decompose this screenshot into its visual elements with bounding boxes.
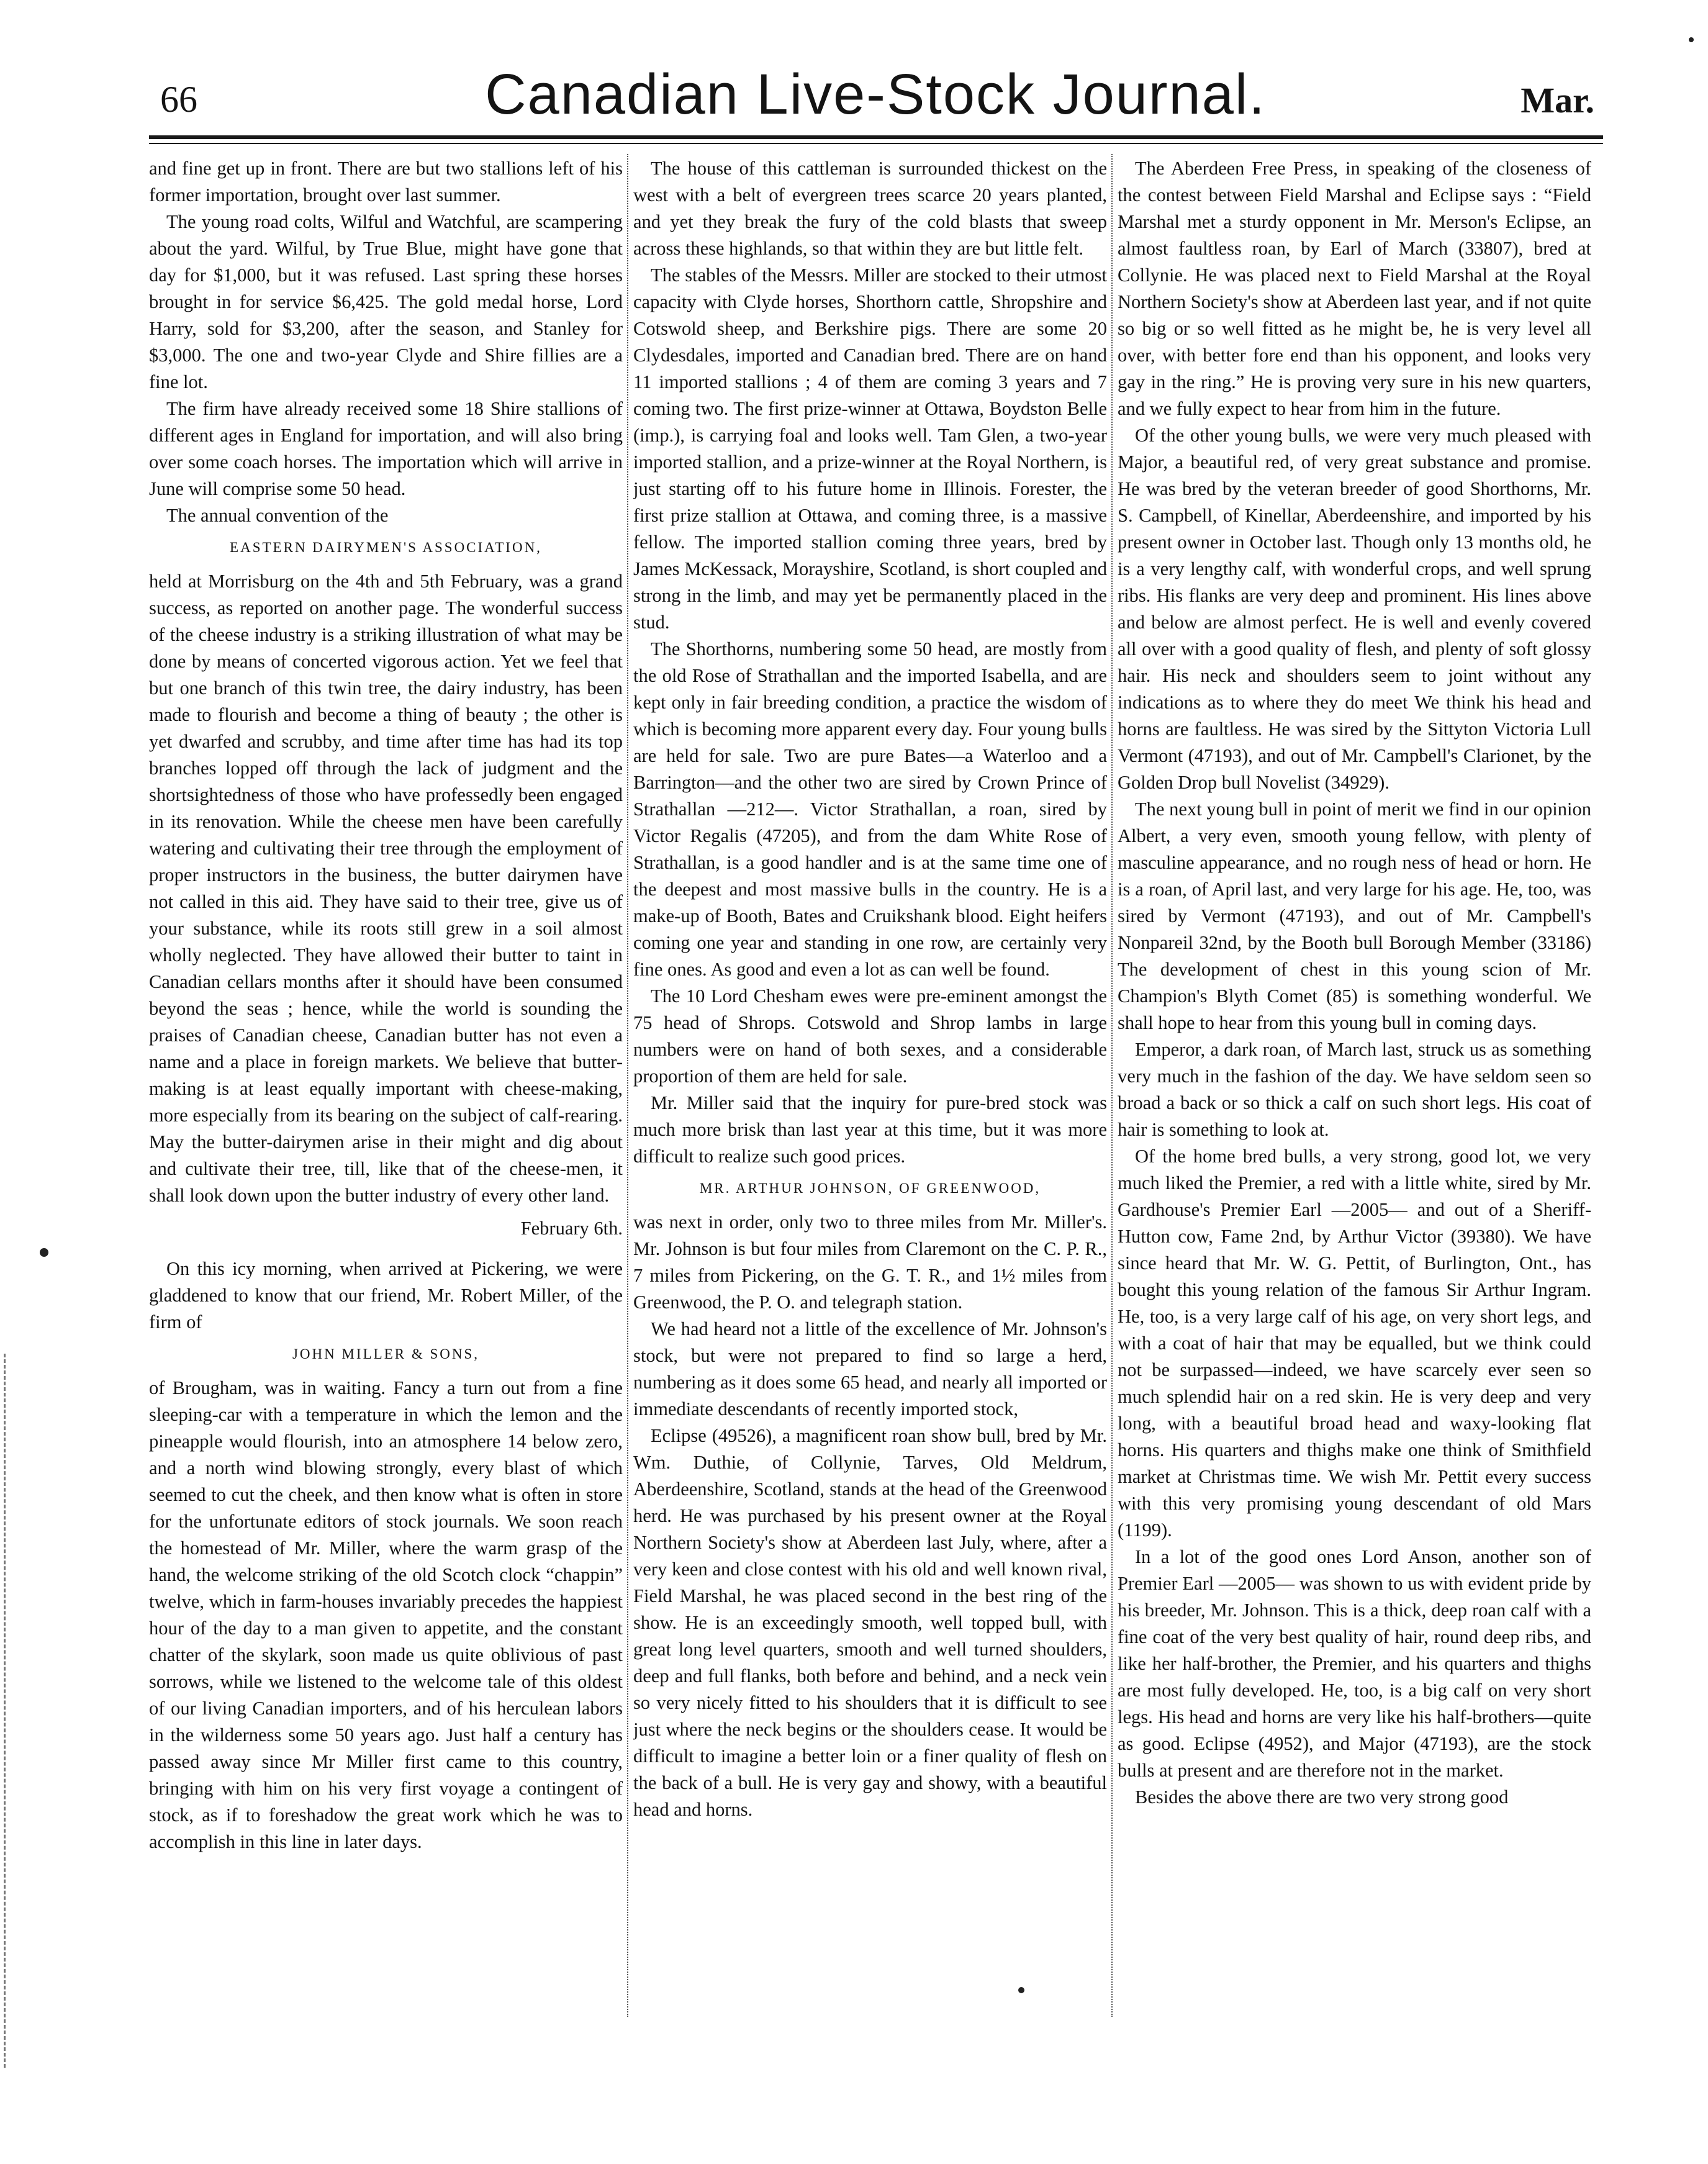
article-paragraph: The house of this cattleman is surrounded thickest on the west with a belt of evergreen trees scarce 20 years planted, and yet they break the fury of the cold blasts that sweep across these highlands, so that within they are but little felt. [633, 158, 1107, 259]
article-paragraph: The firm have already received some 18 Shire stallions of different ages in England for importation, and will also bring over some coach horses. The importation which will arrive in June will comprise some 50 head. [149, 398, 623, 499]
article-paragraph: In a lot of the good ones Lord Anson, another son of Premier Earl —2005— was shown to us with evident pride by his breeder, Mr. Johnson. This is a thick, deep roan calf with a fine coat of the very best quality of hair, round deep ribs, and like her half-brother, the Premier, and his quarters and thighs are most fully developed. He, too, is a big calf on very short legs. His head and horns are very like his half-brothers—quite as good. Eclipse (4952), and Major (47193), are the stock bulls at present and are therefore not in the market. [1118, 1546, 1591, 1781]
article-paragraph: Of the other young bulls, we were very much pleased with Major, a beautiful red, of very great substance and promise. He was bred by the veteran breeder of good Shorthorns, Mr. S. Campbell, of Kinellar, Aberdeenshire, and imported by his present owner in October last. Though only 13 months old, he is a very lengthy calf, with wonderful crops, and well sprung ribs. His flanks are very deep and prominent. His lines above and below are almost perfect. He is well and evenly covered all over with a good quality of flesh, and plenty of soft glossy hair. His neck and shoulders seem to joint without any indications as to where they do meet We think his head and horns are faultless. He was sired by the Sittyton Victoria Lull Vermont (47193), and out of Mr. Campbell's Clarionet, by the Golden Drop bull Novelist (34929). [1118, 425, 1591, 793]
article-paragraph: Emperor, a dark roan, of March last, struck us as something very much in the fashion of the day. We have seldom seen so broad a back or so thick a calf on such short legs. His coat of hair is something to look at. [1118, 1039, 1591, 1140]
article-paragraph: The 10 Lord Chesham ewes were pre-eminent amongst the 75 head of Shrops. Cotswold and Shrop lambs in large numbers were on hand of both sexes, and a considerable proportion of them are held for sale. [633, 985, 1107, 1087]
margin-dot [1689, 37, 1694, 42]
article-paragraph: of Brougham, was in waiting. Fancy a turn out from a fine sleeping-car with a temperature in which the lemon and the pineapple would flourish, into an atmosphere 14 below zero, and a north wind blowing strongly, every blast of which seemed to cut the cheek, and then know what is often in store for the unfortunate editors of stock journals. We soon reach the homestead of Mr. Miller, where the warm grasp of the hand, the welcome striking of the old Scotch clock “chappin” twelve, which in farm-houses invariably precedes the happiest hour of the day to a man given to appetite, and the constant chatter of the skylark, soon made us quite oblivious of past sorrows, while we listened to the welcome tale of this oldest of our living Canadian importers, and of his herculean labors in the wilderness some 50 years ago. Just half a century has passed away since Mr Miller first came to this country, bringing with him on his very first voyage a contingent of stock, as if to foreshadow the great work which he was to accomplish in this line in later days. [149, 1377, 623, 1852]
page-number: 66 [160, 79, 197, 120]
article-paragraph: The stables of the Messrs. Miller are stocked to their utmost capacity with Clyde horses, Shorthorn cattle, Shropshire and Cotswold sheep, and Berkshire pigs. There are some 20 Clydesdales, imported and Canadian bred. There are on hand 11 imported stallions ; 4 of them are coming 3 years and 7 coming two. The first prize-winner at Ottawa, Boydston Belle (imp.), is carrying foal and looks well. Tam Glen, a two-year imported stallion, and a prize-winner at the Royal Northern, is just starting off to his future home in Illinois. Forester, the first prize stallion at Ottawa, and coming three, is a massive fellow. The imported stallion coming three years, bred by James McKessack, Morayshire, Scotland, is short coupled and strong in the limb, and may yet be permanently placed in the stud. [633, 265, 1107, 633]
margin-dot [1018, 1987, 1024, 1993]
section-subhead: JOHN MILLER & SONS, [292, 1346, 480, 1362]
article-paragraph: The annual convention of the [166, 505, 389, 526]
article-paragraph: The next young bull in point of merit we find in our opinion Albert, a very even, smooth young fellow, with plenty of masculine appearance, and no rough ness of head or horn. He is a roan, of April last, and very large for his age. He, too, was sired by Vermont (47193), and out of Mr. Campbell's Nonpareil 32nd, by the Booth bull Borough Member (33186) The development of chest in this young scion of Mr. Champion's Blyth Comet (85) is something wonderful. We shall hope to hear from this young bull in coming days. [1118, 799, 1591, 1033]
section-subhead: EASTERN DAIRYMEN'S ASSOCIATION, [230, 540, 542, 555]
column-1 [149, 155, 623, 2018]
header-rule-thin [149, 143, 1603, 144]
article-paragraph: The Aberdeen Free Press, in speaking of the closeness of the contest between Field Marshal and Eclipse says : “Field Marshal met a sturdy opponent in Mr. Merson's Eclipse, an almost faultless roan, by Earl of March (33807), bred at Collynie. He was placed next to Field Marshal at the Royal Northern Society's show at Aberdeen last year, and if not quite so big or so well fitted as he might be, he is very level all over, with better fore end than his opponent, and looks very gay in the ring.” He is proving very sure in his new quarters, and we fully expect to hear from him in the future. [1118, 158, 1591, 419]
margin-dot [40, 1248, 48, 1257]
header-rule-thick [149, 135, 1603, 139]
column-divider [1111, 154, 1113, 2017]
article-paragraph: and fine get up in front. There are but two stallions left of his former importation, brought over last summer. [149, 158, 623, 206]
article-paragraph: On this icy morning, when arrived at Pickering, we were gladdened to know that our friend, Mr. Robert Miller, of the firm of [149, 1258, 623, 1333]
masthead [149, 62, 1602, 127]
article-paragraph: Besides the above there are two very strong good [1135, 1786, 1509, 1808]
article-paragraph: Eclipse (49526), a magnificent roan show bull, bred by Mr. Wm. Duthie, of Collynie, Tarves, Old Meldrum, Aberdeenshire, Scotland, stands at the head of the Greenwood herd. He was purchased by his present owner at the Royal Northern Society's show at Aberdeen last July, where, after a very keen and close contest with his old and well known rival, Field Marshal, he was placed second in the best ring of the show. He is an exceedingly smooth, well topped bull, with great long level quarters, smooth and well turned shoulders, deep and full flanks, both before and behind, and a neck vein so very nicely fitted to his shoulders that it is difficult to see just where the neck begins or the shoulders cease. It would be difficult to imagine a better loin or a finer quality of flesh on the back of a bull. He is very gay and showy, with a beautiful head and horns. [633, 1425, 1107, 1820]
article-paragraph: We had heard not a little of the excellence of Mr. Johnson's stock, but were not prepared to find so large a herd, numbering as it does some 65 head, and nearly all imported or immediate descendants of recently imported stock, [633, 1318, 1107, 1419]
article-paragraph: held at Morrisburg on the 4th and 5th February, was a grand success, as reported on another page. The wonderful success of the cheese industry is a striking illustration of what may be done by means of concerted vigorous action. Yet we feel that but one branch of this twin tree, the dairy industry, has been made to flourish and become a thing of beauty ; the other is yet dwarfed and scrubby, and time after time has had its top branches lopped off through the lack of judgment and the shortsightedness of those who have professedly been engaged in its renovation. While the cheese men have been carefully watering and cultivating their tree through the employment of proper instructors in the business, the butter dairymen have not called in this aid. They have said to their tree, give us of your substance, while its roots still grew in a soil almost wholly neglected. They have allowed their butter to taint in Canadian cellars months after it should have been consumed beyond the seas ; hence, while the world is sounding the praises of Canadian cheese, Canadian butter has not even a name and a place in foreign markets. We believe that butter-making is at least equally important with cheese-making, more especially from its bearing on the subject of calf-rearing. May the butter-dairymen arise in their might and dig about and cultivate their tree, till, like that of the cheese-men, it shall look down upon the butter industry of every other land. [149, 571, 623, 1206]
article-paragraph: Of the home bred bulls, a very strong, good lot, we very much liked the Premier, a red with a little white, sired by Mr. Gardhouse's Premier Earl —2005— and out of a Sheriff-Hutton cow, Fame 2nd, by Arthur Victor (39380). We have since heard that Mr. W. G. Pettit, of Burlington, Ont., has bought this young relation of the famous Sir Arthur Ingram. He, too, is a very large calf of his age, on very short legs, and with a coat of hair that may be equalled, but we think could not be surpassed—indeed, we have scarcely ever seen so much splendid hair on a red skin. He is very deep and very long, with a beautiful broad head and waxy-looking flat horns. His quarters and thighs make one think of Smithfield market at Christmas time. We wish Mr. Pettit every success with this very promising young descendant of old Mars (1199). [1118, 1146, 1591, 1541]
article-paragraph: was next in order, only two to three miles from Mr. Miller's. Mr. Johnson is but four miles from Claremont on the C. P. R., 7 miles from Pickering, on the G. T. R., and 1½ miles from Greenwood, the P. O. and telegraph station. [633, 1211, 1107, 1313]
column-2 [633, 155, 1107, 2018]
column-3 [1118, 155, 1591, 2018]
issue-month: Mar. [1520, 80, 1594, 120]
section-subhead: MR. ARTHUR JOHNSON, OF GREENWOOD, [699, 1180, 1041, 1196]
column-divider [627, 154, 628, 2017]
date-signoff: February 6th. [520, 1218, 623, 1239]
journal-title: Canadian Live-Stock Journal. [485, 63, 1266, 126]
article-paragraph: Mr. Miller said that the inquiry for pure-bred stock was much more brisk than last year at this time, but it was more difficult to realize such good prices. [633, 1092, 1107, 1167]
article-paragraph: The young road colts, Wilful and Watchful, are scampering about the yard. Wilful, by True Blue, might have gone that day for $1,000, but it was refused. Last spring these horses brought in for service $6,425. The gold medal horse, Lord Harry, sold for $3,200, after the season, and Stanley for $3,000. The one and two-year Clyde and Shire fillies are a fine lot. [149, 211, 623, 392]
article-paragraph: The Shorthorns, numbering some 50 head, are mostly from the old Rose of Strathallan and the imported Isabella, and are kept only in fair breeding condition, a practice the wisdom of which is becoming more apparent every day. Four young bulls are held for sale. Two are pure Bates—a Waterloo and a Barrington—and the other two are sired by Crown Prince of Strathallan —212—. Victor Strathallan, a roan, sired by Victor Regalis (47205), and from the dam White Rose of Strathallan, is a good handler and is at the same time one of the deepest and most massive bulls in the country. He is a make-up of Booth, Bates and Cruikshank blood. Eight heifers coming one year and standing in one row, are certainly very fine ones. As good and even a lot as can well be found. [633, 638, 1107, 980]
binding-edge [4, 1354, 14, 2068]
